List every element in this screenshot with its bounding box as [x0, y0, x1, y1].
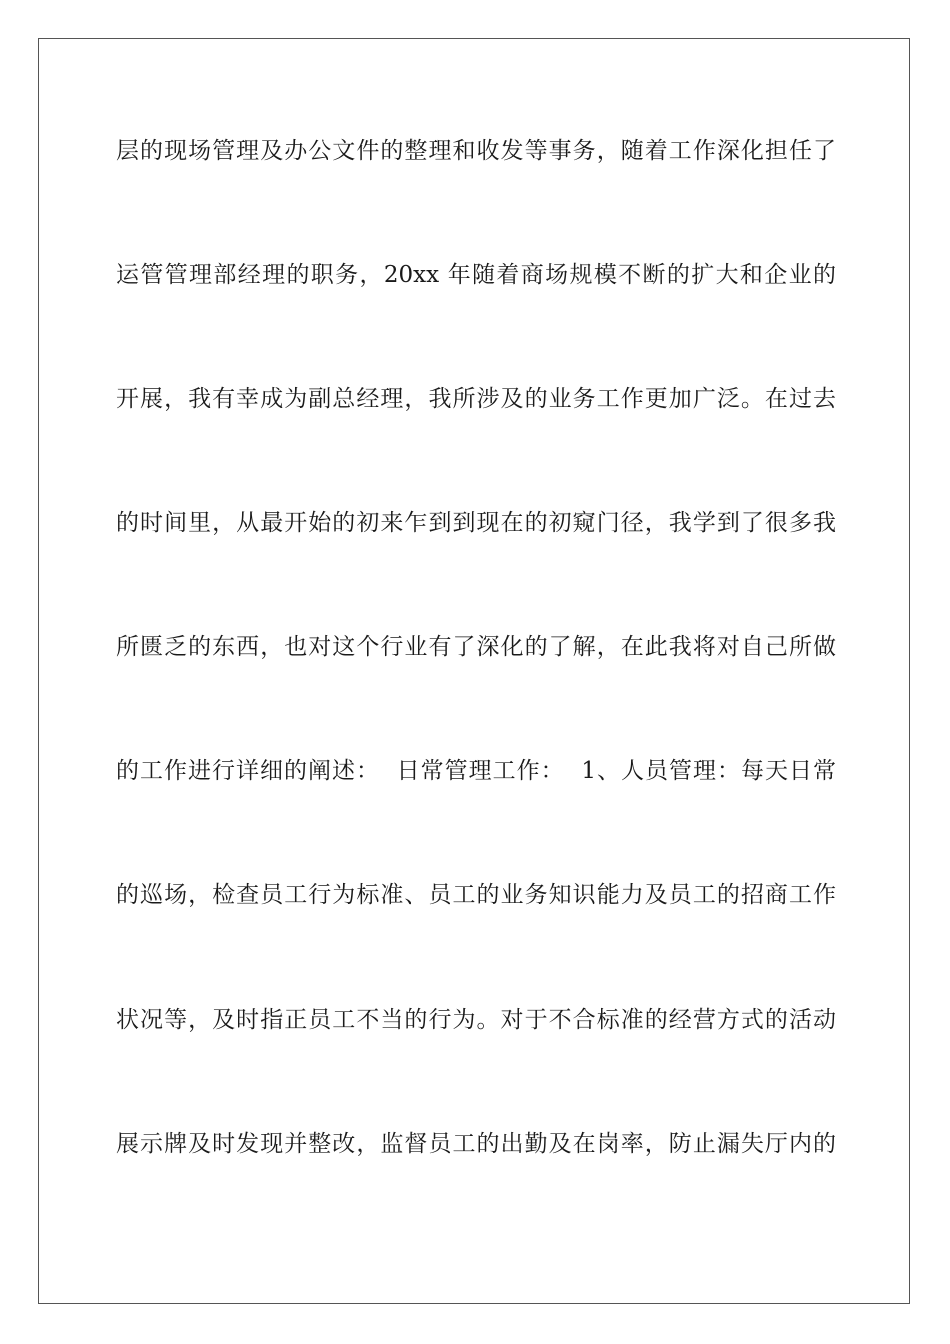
body-text-line-2: 运管管理部经理的职务，20xx 年随着商场规模不断的扩大和企业的 — [116, 262, 836, 288]
body-text-line-7: 的巡场，检查员工行为标准、员工的业务知识能力及员工的招商工作 — [116, 882, 836, 908]
body-text-line-8: 状况等，及时指正员工不当的行为。对于不合标准的经营方式的活动 — [116, 1007, 836, 1033]
page-border — [38, 38, 910, 1304]
body-text-line-4: 的时间里，从最开始的初来乍到到现在的初窥门径，我学到了很多我 — [116, 510, 836, 536]
body-text-line-9: 展示牌及时发现并整改，监督员工的出勤及在岗率，防止漏失厅内的 — [116, 1131, 836, 1157]
body-text-line-5: 所匮乏的东西，也对这个行业有了深化的了解，在此我将对自己所做 — [116, 634, 836, 660]
body-text-line-6: 的工作进行详细的阐述： 日常管理工作： 1、人员管理：每天日常 — [116, 758, 836, 784]
body-text-line-1: 层的现场管理及办公文件的整理和收发等事务，随着工作深化担任了 — [116, 138, 836, 164]
body-text-line-3: 开展，我有幸成为副总经理，我所涉及的业务工作更加广泛。在过去 — [116, 386, 836, 412]
